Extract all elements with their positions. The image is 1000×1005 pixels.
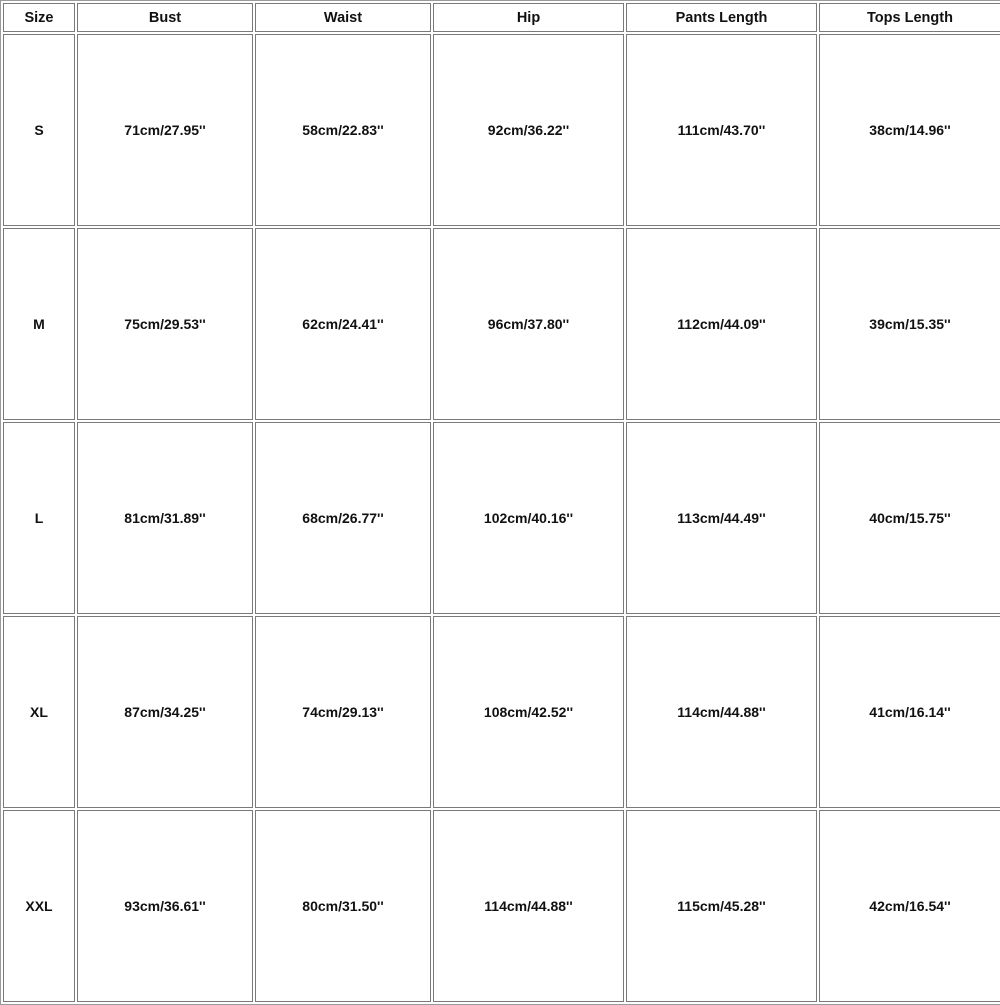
header-pants-length: Pants Length	[626, 3, 817, 32]
pants-length-cell: 115cm/45.28''	[626, 810, 817, 1002]
bust-cell: 71cm/27.95''	[77, 34, 253, 226]
table-row	[3, 616, 1000, 808]
table-row	[3, 810, 1000, 1002]
header-waist: Waist	[255, 3, 431, 32]
table-row	[3, 34, 1000, 226]
pants-length-cell: 113cm/44.49''	[626, 422, 817, 614]
waist-cell: 80cm/31.50''	[255, 810, 431, 1002]
tops-length-cell: 38cm/14.96''	[819, 34, 1000, 226]
tops-length-cell: 42cm/16.54''	[819, 810, 1000, 1002]
tops-length-cell: 41cm/16.14''	[819, 616, 1000, 808]
bust-cell: 93cm/36.61''	[77, 810, 253, 1002]
waist-cell: 62cm/24.41''	[255, 228, 431, 420]
waist-cell: 58cm/22.83''	[255, 34, 431, 226]
size-cell: XL	[3, 616, 75, 808]
header-hip: Hip	[433, 3, 624, 32]
size-cell: XXL	[3, 810, 75, 1002]
bust-cell: 75cm/29.53''	[77, 228, 253, 420]
tops-length-cell: 40cm/15.75''	[819, 422, 1000, 614]
tops-length-cell: 39cm/15.35''	[819, 228, 1000, 420]
pants-length-cell: 114cm/44.88''	[626, 616, 817, 808]
header-tops-length: Tops Length	[819, 3, 1000, 32]
hip-cell: 108cm/42.52''	[433, 616, 624, 808]
bust-cell: 87cm/34.25''	[77, 616, 253, 808]
header-size: Size	[3, 3, 75, 32]
size-cell: S	[3, 34, 75, 226]
table-row	[3, 422, 1000, 614]
size-cell: M	[3, 228, 75, 420]
bust-cell: 81cm/31.89''	[77, 422, 253, 614]
pants-length-cell: 111cm/43.70''	[626, 34, 817, 226]
hip-cell: 96cm/37.80''	[433, 228, 624, 420]
hip-cell: 102cm/40.16''	[433, 422, 624, 614]
header-bust: Bust	[77, 3, 253, 32]
pants-length-cell: 112cm/44.09''	[626, 228, 817, 420]
table-body	[3, 34, 1000, 1002]
waist-cell: 68cm/26.77''	[255, 422, 431, 614]
hip-cell: 114cm/44.88''	[433, 810, 624, 1002]
table-header	[3, 3, 1000, 32]
size-cell: L	[3, 422, 75, 614]
table-row	[3, 228, 1000, 420]
header-row	[3, 3, 1000, 32]
waist-cell: 74cm/29.13''	[255, 616, 431, 808]
hip-cell: 92cm/36.22''	[433, 34, 624, 226]
